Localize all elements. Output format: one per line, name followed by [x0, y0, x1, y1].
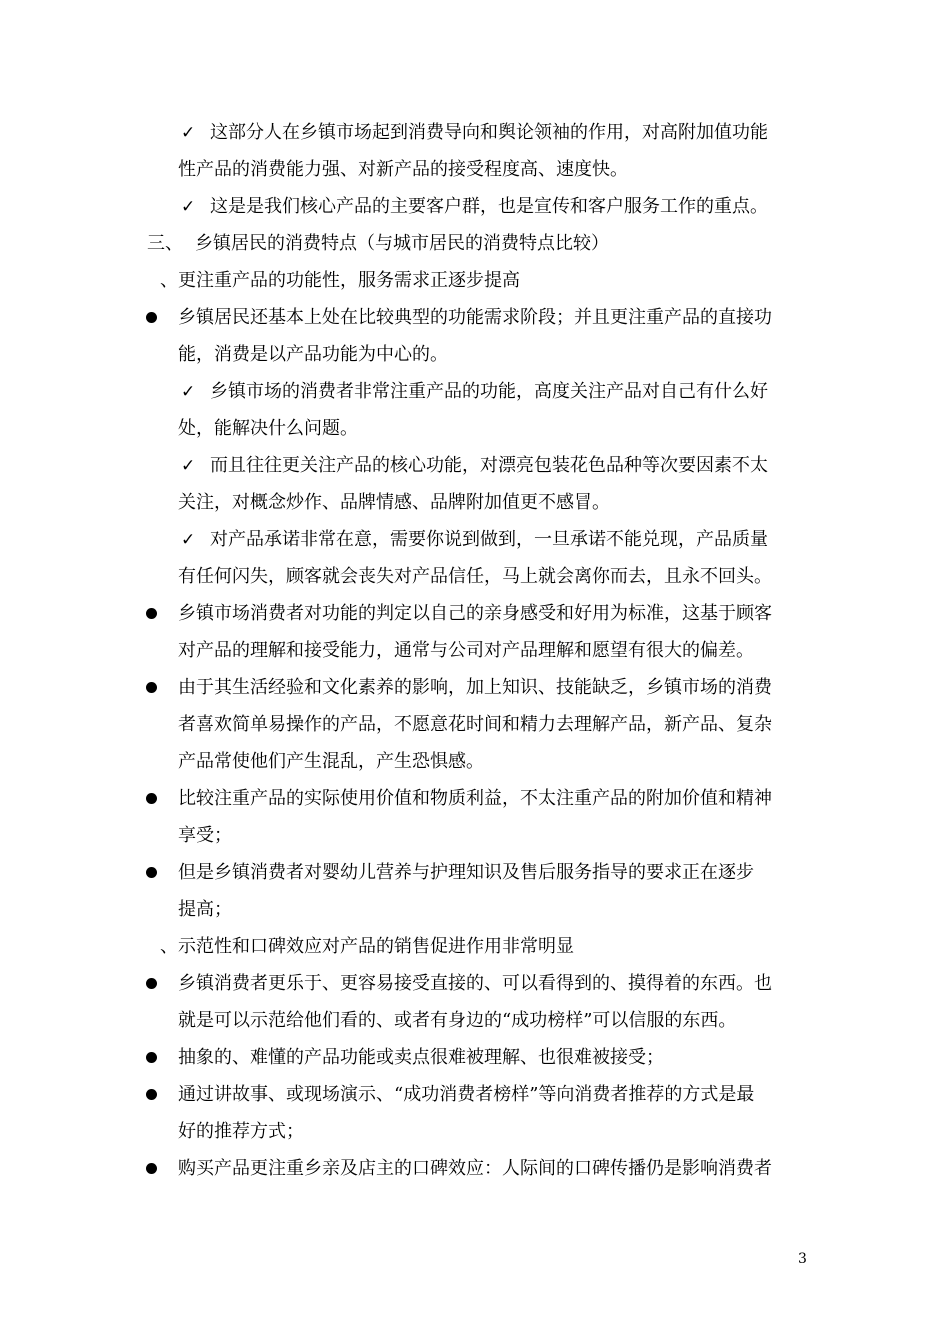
bullet-icon: [146, 793, 157, 804]
subheading: 、更注重产品的功能性，服务需求正逐步提高: [160, 270, 520, 291]
bullet-text: 提高；: [178, 899, 232, 920]
bullet-text: 通过讲故事、或现场演示、“成功消费者榜样”等向消费者推荐的方式是最: [178, 1084, 755, 1105]
bullet-icon: [146, 312, 157, 323]
bullet-text: 者喜欢简单易操作的产品，不愿意花时间和精力去理解产品，新产品、复杂: [178, 714, 772, 735]
bullet-icon: [146, 867, 157, 878]
bullet-text: 产品常使他们产生混乱，产生恐惧感。: [178, 751, 484, 772]
bullet-text: 抽象的、难懂的产品功能或卖点很难被理解、也很难被接受；: [178, 1047, 664, 1068]
subheading: 、示范性和口碑效应对产品的销售促进作用非常明显: [160, 936, 574, 957]
check-icon: ✓: [181, 530, 196, 550]
bullet-text: 能，消费是以产品功能为中心的。: [178, 344, 448, 365]
check-item-text: 性产品的消费能力强、对新产品的接受程度高、速度快。: [178, 159, 628, 180]
section-number: 三、: [147, 233, 183, 254]
bullet-text: 对产品的理解和接受能力，通常与公司对产品理解和愿望有很大的偏差。: [178, 640, 754, 661]
bullet-icon: [146, 1163, 157, 1174]
check-icon: ✓: [181, 123, 196, 143]
check-icon: ✓: [181, 456, 196, 476]
check-item-text: 乡镇市场的消费者非常注重产品的功能，高度关注产品对自己有什么好: [210, 381, 768, 402]
bullet-icon: [146, 682, 157, 693]
check-item-text: 而且往往更关注产品的核心功能，对漂亮包装花色品种等次要因素不太: [210, 455, 768, 476]
page-number: 3: [798, 1251, 807, 1267]
check-item-text: 有任何闪失，顾客就会丧失对产品信任，马上就会离你而去，且永不回头。: [178, 566, 772, 587]
bullet-text: 购买产品更注重乡亲及店主的口碑效应：人际间的口碑传播仍是影响消费者: [178, 1158, 772, 1179]
bullet-text: 乡镇市场消费者对功能的判定以自己的亲身感受和好用为标准，这基于顾客: [178, 603, 772, 624]
check-item-text: 关注，对概念炒作、品牌情感、品牌附加值更不感冒。: [178, 492, 610, 513]
section-title: 乡镇居民的消费特点（与城市居民的消费特点比较）: [195, 233, 609, 254]
bullet-icon: [146, 1089, 157, 1100]
check-item-text: 这是是我们核心产品的主要客户群，也是宣传和客户服务工作的重点。: [210, 196, 768, 217]
bullet-text: 但是乡镇消费者对婴幼儿营养与护理知识及售后服务指导的要求正在逐步: [178, 862, 754, 883]
check-item-text: 处，能解决什么问题。: [178, 418, 358, 439]
bullet-text: 乡镇消费者更乐于、更容易接受直接的、可以看得到的、摸得着的东西。也: [178, 973, 772, 994]
bullet-text: 享受；: [178, 825, 232, 846]
bullet-text: 好的推荐方式；: [178, 1121, 304, 1142]
bullet-text: 乡镇居民还基本上处在比较典型的功能需求阶段；并且更注重产品的直接功: [178, 307, 772, 328]
check-item-text: 这部分人在乡镇市场起到消费导向和舆论领袖的作用，对高附加值功能: [210, 122, 768, 143]
check-item-text: 对产品承诺非常在意，需要你说到做到，一旦承诺不能兑现，产品质量: [210, 529, 768, 550]
bullet-text: 由于其生活经验和文化素养的影响，加上知识、技能缺乏，乡镇市场的消费: [178, 677, 772, 698]
check-icon: ✓: [181, 382, 196, 402]
bullet-icon: [146, 978, 157, 989]
bullet-icon: [146, 1052, 157, 1063]
bullet-icon: [146, 608, 157, 619]
bullet-text: 比较注重产品的实际使用价值和物质利益，不太注重产品的附加价值和精神: [178, 788, 772, 809]
bullet-text: 就是可以示范给他们看的、或者有身边的“成功榜样”可以信服的东西。: [178, 1010, 737, 1031]
check-icon: ✓: [181, 197, 196, 217]
